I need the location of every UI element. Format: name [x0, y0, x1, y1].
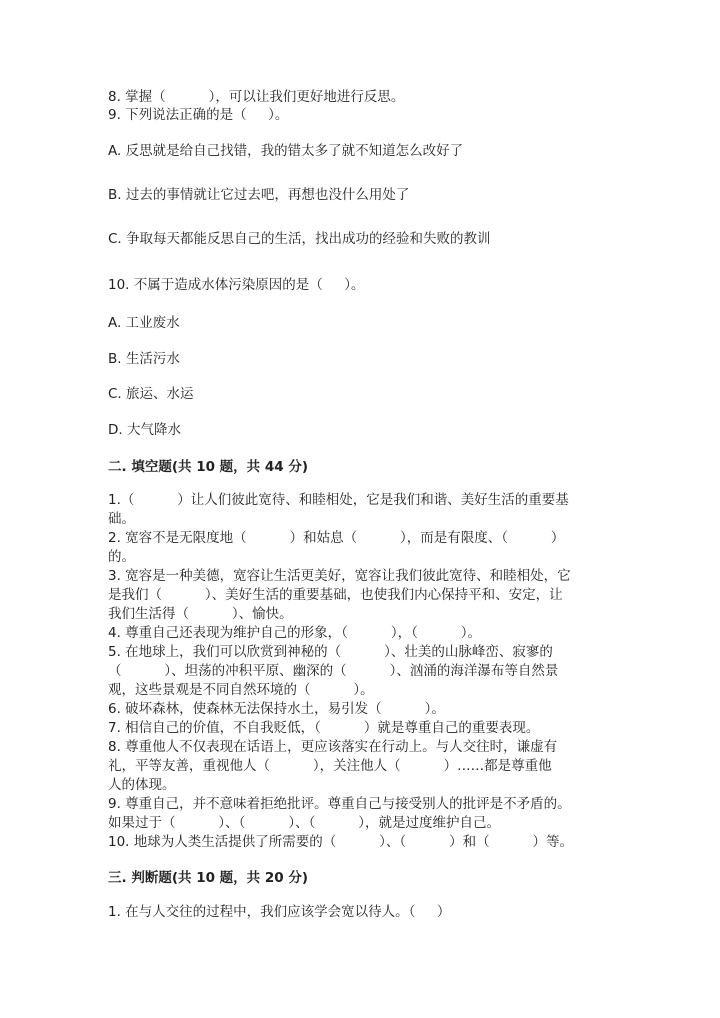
section-3-heading: 三. 判断题(共 10 题，共 20 分) [108, 870, 309, 886]
fill-4: 4. 尊重自己还表现为维护自己的形象，（ ），（ ）。 [108, 625, 481, 641]
fill-5-line-1: 5. 在地球上，我们可以欣赏到神秘的（ ）、壮美的山脉峰峦、寂寥的 [108, 644, 553, 660]
fill-2-line-1: 2. 宽容不是无限度地（ ）和姑息（ ），而是有限度、（ ） [108, 530, 565, 546]
judge-1: 1. 在与人交往的过程中，我们应该学会宽以待人。（ ） [108, 904, 451, 920]
question-9: 9. 下列说法正确的是（ ）。 [108, 107, 289, 123]
fill-8-line-3: 人的体现。 [108, 777, 176, 793]
fill-7: 7. 相信自己的价值，不自我贬低，（ ）就是尊重自己的重要表现。 [108, 720, 540, 736]
question-9-option-c: C. 争取每天都能反思自己的生活，找出成功的经验和失败的教训 [108, 231, 491, 247]
fill-6: 6. 破坏森林，使森林无法保持水土，易引发（ ）。 [108, 701, 445, 717]
fill-8-line-1: 8. 尊重他人不仅表现在话语上，更应该落实在行动上。与人交往时，谦虚有 [108, 739, 558, 755]
question-10: 10. 不属于造成水体污染原因的是（ ）。 [108, 277, 365, 293]
question-10-option-a: A. 工业废水 [108, 315, 180, 331]
question-9-option-b: B. 过去的事情就让它过去吧，再想也没什么用处了 [108, 187, 410, 203]
fill-9-line-1: 9. 尊重自己，并不意味着拒绝批评。尊重自己与接受别人的批评是不矛盾的。 [108, 796, 571, 812]
fill-3-line-3: 我们生活得（ ）、愉快。 [108, 606, 293, 622]
fill-1-line-2: 础。 [108, 511, 135, 527]
question-10-option-d: D. 大气降水 [108, 422, 181, 438]
fill-9-line-2: 如果过于（ ）、（ ）、（ ），就是过度维护自己。 [108, 815, 500, 831]
question-10-option-c: C. 旅运、水运 [108, 386, 194, 402]
fill-3-line-1: 3. 宽容是一种美德，宽容让生活更美好，宽容让我们彼此宽待、和睦相处，它 [108, 568, 571, 584]
question-9-option-a: A. 反思就是给自己找错，我的错太多了就不知道怎么改好了 [108, 143, 464, 159]
question-8: 8. 掌握（ ），可以让我们更好地进行反思。 [108, 89, 405, 105]
fill-8-line-2: 礼，平等友善，重视他人（ ），关注他人（ ）……都是尊重他 [108, 758, 552, 774]
section-2-heading: 二. 填空题(共 10 题，共 44 分) [108, 459, 309, 475]
fill-2-line-2: 的。 [108, 549, 135, 565]
fill-3-line-2: 是我们（ ）、美好生活的重要基础，也使我们内心保持平和、安定，让 [108, 587, 563, 603]
fill-5-line-2: （ ）、坦荡的冲积平原、幽深的（ ）、汹涌的海洋瀑布等自然景 [108, 663, 559, 679]
fill-10: 10. 地球为人类生活提供了所需要的（ ）、（ ）和（ ）等。 [108, 834, 573, 850]
fill-5-line-3: 观，这些景观是不同自然环境的（ ）。 [108, 682, 374, 698]
fill-1-line-1: 1.（ ）让人们彼此宽待、和睦相处，它是我们和谐、美好生活的重要基 [108, 492, 569, 508]
question-10-option-b: B. 生活污水 [108, 351, 180, 367]
